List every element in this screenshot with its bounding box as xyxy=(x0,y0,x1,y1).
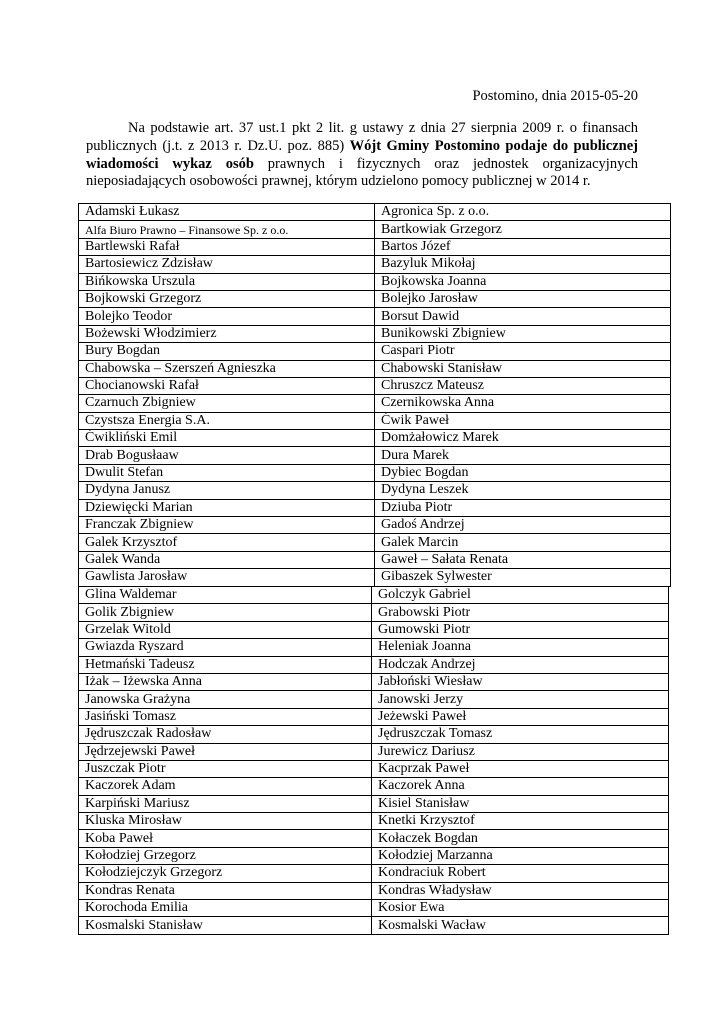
table-row xyxy=(79,308,671,325)
table-row xyxy=(79,377,671,394)
recipient-name-right: Dybiec Bogdan xyxy=(375,464,671,481)
recipient-name-left: Chocianowski Rafał xyxy=(79,377,375,394)
recipient-name-right: Heleniak Joanna xyxy=(372,639,669,656)
recipient-name-left: Dydyna Janusz xyxy=(79,482,375,499)
recipient-name-left: Bojkowski Grzegorz xyxy=(79,290,375,307)
recipient-name-left: Bolejko Teodor xyxy=(79,308,375,325)
intro-paragraph xyxy=(86,120,638,191)
recipient-name-left: Gwiazda Ryszard xyxy=(79,639,372,656)
table-row xyxy=(79,238,671,255)
recipient-name-right: Gaweł – Sałata Renata xyxy=(375,551,671,568)
recipient-name-right: Gadoś Andrzej xyxy=(375,517,671,534)
table-row xyxy=(79,708,669,725)
recipient-name-left: Bożewski Włodzimierz xyxy=(79,325,375,342)
recipient-name-right: Bartkowiak Grzegorz xyxy=(375,221,671,238)
table-row xyxy=(79,691,669,708)
recipient-name-right: Borsut Dawid xyxy=(375,308,671,325)
recipient-name-right: Bolejko Jarosław xyxy=(375,290,671,307)
table-row xyxy=(79,256,671,273)
recipient-name-right: Caspari Piotr xyxy=(375,343,671,360)
recipient-name-right: Czernikowska Anna xyxy=(375,395,671,412)
recipient-name-left: Kołodziejczyk Grzegorz xyxy=(79,865,372,882)
recipient-name-right: Domżałowicz Marek xyxy=(375,430,671,447)
table-row xyxy=(79,847,669,864)
recipient-name-right: Bazyluk Mikołaj xyxy=(375,256,671,273)
recipient-name-left: Kosmalski Stanisław xyxy=(79,917,372,934)
recipient-name-left: Bińkowska Urszula xyxy=(79,273,375,290)
recipient-name-right: Jabłoński Wiesław xyxy=(372,673,669,690)
recipient-name-right: Kołodziej Marzanna xyxy=(372,847,669,864)
table-row xyxy=(79,517,671,534)
recipient-name-right: Kołaczek Bogdan xyxy=(372,830,669,847)
recipient-name-right: Jurewicz Dariusz xyxy=(372,743,669,760)
recipient-name-right: Hodczak Andrzej xyxy=(372,656,669,673)
table-row xyxy=(79,290,671,307)
table-row xyxy=(79,830,669,847)
recipient-name-left: Bartosiewicz Zdzisław xyxy=(79,256,375,273)
document-date: Postomino, dnia 2015-05-20 xyxy=(472,88,638,104)
table-row xyxy=(79,587,669,604)
recipient-name-left: Ćwikliński Emil xyxy=(79,430,375,447)
recipient-name-left: Alfa Biuro Prawno – Finansowe Sp. z o.o. xyxy=(79,221,375,238)
recipient-name-left: Gawlista Jarosław xyxy=(79,569,375,586)
table-row xyxy=(79,900,669,917)
recipient-name-left: Jasiński Tomasz xyxy=(79,708,372,725)
table-row xyxy=(79,639,669,656)
recipient-name-right: Golczyk Gabriel xyxy=(372,587,669,604)
recipient-name-right: Kisiel Stanisław xyxy=(372,795,669,812)
recipient-name-right: Dziuba Piotr xyxy=(375,499,671,516)
recipient-name-left: Juszczak Piotr xyxy=(79,760,372,777)
recipient-name-right: Kondras Władysław xyxy=(372,882,669,899)
recipient-name-left: Kaczorek Adam xyxy=(79,778,372,795)
recipients-table-top xyxy=(78,203,671,587)
recipient-name-left: Galek Krzysztof xyxy=(79,534,375,551)
recipients-table-bottom xyxy=(78,586,669,935)
recipient-name-left: Korochoda Emilia xyxy=(79,900,372,917)
recipient-name-left: Golik Zbigniew xyxy=(79,604,372,621)
table-row xyxy=(79,621,669,638)
table-row xyxy=(79,430,671,447)
recipient-name-left: Glina Waldemar xyxy=(79,587,372,604)
table-row xyxy=(79,464,671,481)
table-row xyxy=(79,604,669,621)
recipient-name-right: Janowski Jerzy xyxy=(372,691,669,708)
table-row xyxy=(79,221,671,238)
recipient-name-right: Grabowski Piotr xyxy=(372,604,669,621)
table-row xyxy=(79,917,669,934)
table-row xyxy=(79,656,669,673)
table-row xyxy=(79,412,671,429)
recipient-name-left: Dziewięcki Marian xyxy=(79,499,375,516)
table-row xyxy=(79,743,669,760)
table-row xyxy=(79,395,671,412)
recipient-name-right: Kosior Ewa xyxy=(372,900,669,917)
recipient-name-right: Dydyna Leszek xyxy=(375,482,671,499)
recipient-name-right: Knetki Krzysztof xyxy=(372,813,669,830)
recipient-name-left: Kondras Renata xyxy=(79,882,372,899)
table-row xyxy=(79,882,669,899)
recipient-name-left: Koba Paweł xyxy=(79,830,372,847)
recipient-name-left: Hetmański Tadeusz xyxy=(79,656,372,673)
intro-text-part1: Na podstawie art. 37 ust.1 pkt 2 lit. g ustawy z dnia 27 sierpnia 2009 r. o finansach publicznych (j.t. z 2013 r. Dz.U. poz. 885) xyxy=(86,120,638,154)
recipient-name-left: Franczak Zbigniew xyxy=(79,517,375,534)
table-row xyxy=(79,795,669,812)
recipient-name-right: Ćwik Paweł xyxy=(375,412,671,429)
table-row xyxy=(79,360,671,377)
recipient-name-left: Chabowska – Szerszeń Agnieszka xyxy=(79,360,375,377)
recipient-name-left: Czystsza Energia S.A. xyxy=(79,412,375,429)
table-row xyxy=(79,551,671,568)
table-row xyxy=(79,778,669,795)
recipient-name-right: Kacprzak Paweł xyxy=(372,760,669,777)
table-row xyxy=(79,760,669,777)
recipient-name-right: Gumowski Piotr xyxy=(372,621,669,638)
recipient-name-right: Agronica Sp. z o.o. xyxy=(375,204,671,221)
table-row xyxy=(79,325,671,342)
intro-text-bold: Wójt Gminy Postomino podaje do publicznej wiadomości wykaz osób xyxy=(86,137,639,172)
recipient-name-left: Janowska Grażyna xyxy=(79,691,372,708)
table-row xyxy=(79,499,671,516)
table-row xyxy=(79,273,671,290)
recipient-name-right: Gibaszek Sylwester xyxy=(375,569,671,586)
recipient-name-left: Bury Bogdan xyxy=(79,343,375,360)
recipient-name-right: Kaczorek Anna xyxy=(372,778,669,795)
table-row xyxy=(79,726,669,743)
recipient-name-right: Galek Marcin xyxy=(375,534,671,551)
intro-text-part2: prawnych i fizycznych oraz jednostek organizacyjnych nieposiadających osobowości prawnej, którym udzielono pomocy publicznej w 2014 r. xyxy=(86,155,638,190)
recipient-name-left: Kluska Mirosław xyxy=(79,813,372,830)
table-row xyxy=(79,865,669,882)
table-row xyxy=(79,343,671,360)
table-row xyxy=(79,673,669,690)
table-row xyxy=(79,447,671,464)
recipient-name-right: Chruszcz Mateusz xyxy=(375,377,671,394)
recipient-name-left: Karpiński Mariusz xyxy=(79,795,372,812)
recipient-name-right: Bojkowska Joanna xyxy=(375,273,671,290)
recipient-name-right: Kosmalski Wacław xyxy=(372,917,669,934)
table-row xyxy=(79,813,669,830)
recipient-name-right: Bartos Józef xyxy=(375,238,671,255)
recipient-name-left: Bartlewski Rafał xyxy=(79,238,375,255)
recipient-name-right: Chabowski Stanisław xyxy=(375,360,671,377)
recipient-name-left: Drab Bogusłaaw xyxy=(79,447,375,464)
table-row xyxy=(79,569,671,586)
recipient-name-left: Jędrzejewski Paweł xyxy=(79,743,372,760)
recipient-name-left: Jędruszczak Radosław xyxy=(79,726,372,743)
recipient-name-right: Bunikowski Zbigniew xyxy=(375,325,671,342)
table-row xyxy=(79,482,671,499)
recipient-name-right: Jeżewski Paweł xyxy=(372,708,669,725)
recipient-name-left: Kołodziej Grzegorz xyxy=(79,847,372,864)
recipient-name-left: Dwulit Stefan xyxy=(79,464,375,481)
recipient-name-left: Galek Wanda xyxy=(79,551,375,568)
recipient-name-left: Grzelak Witold xyxy=(79,621,372,638)
recipient-name-left: Adamski Łukasz xyxy=(79,204,375,221)
recipient-name-right: Jędruszczak Tomasz xyxy=(372,726,669,743)
recipient-name-left: Czarnuch Zbigniew xyxy=(79,395,375,412)
recipient-name-left: Iżak – Iżewska Anna xyxy=(79,673,372,690)
recipient-name-right: Dura Marek xyxy=(375,447,671,464)
recipient-name-right: Kondraciuk Robert xyxy=(372,865,669,882)
table-row xyxy=(79,534,671,551)
table-row xyxy=(79,204,671,221)
